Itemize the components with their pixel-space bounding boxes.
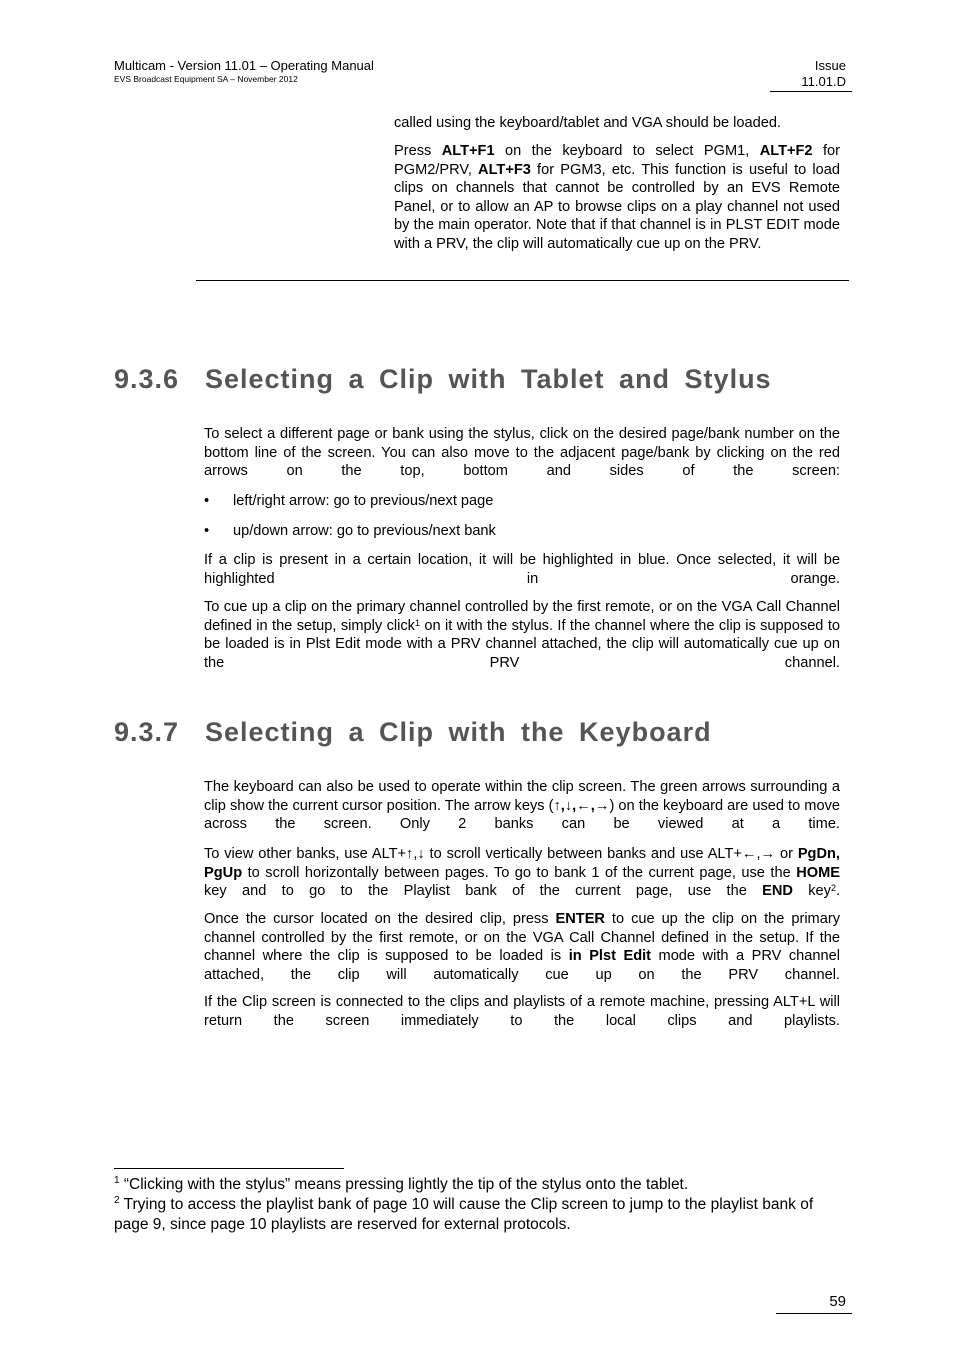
header-title: Multicam - Version 11.01 – Operating Manual [114, 58, 374, 73]
paragraph: To select a different page or bank using the stylus, click on the desired page/bank number on the bottom line of the screen. You can also move to the adjacent page/bank by clicking on the red arrows on the top, bottom and sides of the screen: [204, 426, 840, 480]
paragraph: If the Clip screen is connected to the clips and playlists of a remote machine, pressing ALT+L will return the screen immediately to the local clips and playlists. [204, 994, 840, 1029]
paragraph: Once the cursor located on the desired clip, press ENTER to cue up the clip on the primary channel controlled by the first remote, or on the VGA Call Channel defined in the setup. If the channel where the clip is supposed to be loaded is in Plst Edit mode with a PRV channel attached, the clip will automatically cue up on the PRV channel. [204, 911, 840, 983]
section-heading-936 [114, 364, 772, 395]
header-issue-label: Issue [814, 58, 846, 73]
footnote: $^2$ Trying to access the playlist bank of page 10 will cause the Clip screen to jump to the playlist bank of page 9, since page 10 playlists are reserved for external protocols. [114, 1195, 814, 1233]
top-block-paragraph: Press ALT+F1 on the keyboard to select PGM1, ALT+F2 for PGM2/PRV, ALT+F3 for PGM3, etc. This function is useful to load clips on channels that cannot be controlled by an EVS Remote Panel, or to allow an AP to browse clips on a play channel not used by the main operator. Note that if that channel is in PLST EDIT mode with a PRV, the clip will automatically cue up on the PRV. [394, 143, 840, 252]
page-number: 59 [829, 1293, 846, 1310]
section-number: 9.3.6 [114, 364, 180, 394]
section-number: 9.3.7 [114, 717, 180, 747]
footnote-ref: 1 [414, 617, 420, 628]
section-title: Selecting a Clip with the Keyboard [205, 717, 712, 747]
section-heading-937 [114, 717, 712, 748]
header-divider [770, 91, 852, 92]
header-subtitle: EVS Broadcast Equipment SA – November 2012 [114, 74, 298, 84]
table-bottom-rule [196, 280, 849, 281]
bullet-item: • left/right arrow: go to previous/next page [204, 493, 494, 509]
footnote-divider [114, 1168, 344, 1169]
page-number-divider [776, 1313, 852, 1314]
paragraph: To cue up a clip on the primary channel controlled by the first remote, or on the VGA Call Channel defined in the setup, simply click$^1$ on it with the stylus. If the channel where the clip is supposed to be loaded is in Plst Edit mode with a PRV channel attached, the clip will automatically cue up on the PRV channel. [204, 599, 840, 671]
paragraph: If a clip is present in a certain location, it will be highlighted in blue. Once selected, it will be highlighted in orange. [204, 552, 840, 587]
bullet-item: • up/down arrow: go to previous/next bank [204, 523, 496, 539]
footnote-ref: 2 [830, 883, 836, 894]
header-issue-number: 11.01.D [801, 74, 846, 89]
section-title: Selecting a Clip with Tablet and Stylus [205, 364, 772, 394]
paragraph: To view other banks, use ALT+↑,↓ to scroll vertically between banks and use ALT+←,→ or PgDn, PgUp to scroll horizontally between pages. To go to bank 1 of the current page, use the HOME key and to go to the Playlist bank of the current page, use the END key$^2$. [204, 846, 841, 900]
top-block-line: called using the keyboard/tablet and VGA should be loaded. [394, 115, 782, 131]
paragraph: The keyboard can also be used to operate within the clip screen. The green arrows surrounding a clip show the current cursor position. The arrow keys (↑,↓,←,→) on the keyboard are used to move across the screen. Only 2 banks can be viewed at a time. [204, 779, 840, 833]
footnote: $^1$ “Clicking with the stylus” means pressing lightly the tip of the stylus onto the tablet. [114, 1175, 689, 1193]
